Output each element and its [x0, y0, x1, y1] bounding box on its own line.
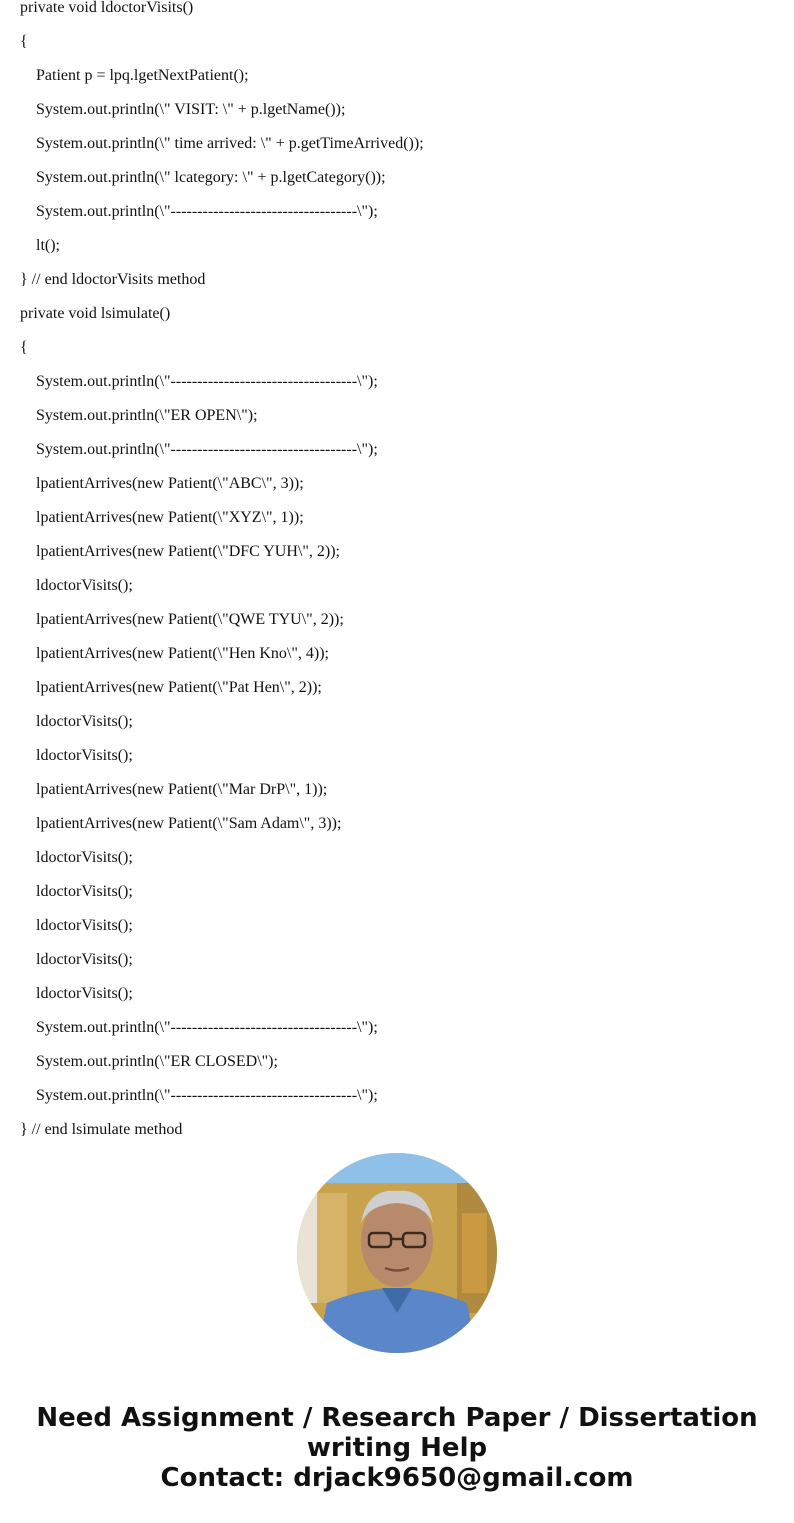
author-avatar — [297, 1153, 497, 1353]
code-line: System.out.println(\"ER CLOSED\"); — [36, 1053, 278, 1070]
code-line: } // end lsimulate method — [20, 1121, 183, 1138]
code-line: } // end ldoctorVisits method — [20, 271, 206, 288]
contact-footer — [0, 1403, 794, 1493]
code-line: ldoctorVisits(); — [36, 985, 133, 1002]
code-line: Patient p = lpq.lgetNextPatient(); — [36, 67, 249, 84]
code-line: System.out.println(\"-----------------------------------\"); — [36, 1087, 378, 1104]
code-line: System.out.println(\" time arrived: \" + p.getTimeArrived()); — [36, 135, 424, 152]
code-line: ldoctorVisits(); — [36, 577, 133, 594]
code-line: lpatientArrives(new Patient(\"Mar DrP\", 1)); — [36, 781, 328, 798]
code-line: lpatientArrives(new Patient(\"XYZ\", 1)); — [36, 509, 304, 526]
code-line: System.out.println(\" VISIT: \" + p.lgetName()); — [36, 101, 346, 118]
author-photo-icon — [297, 1153, 497, 1353]
code-line: System.out.println(\"ER OPEN\"); — [36, 407, 258, 424]
footer-headline: Need Assignment / Research Paper / Dissertation — [36, 1403, 758, 1433]
code-line: { — [20, 339, 28, 356]
code-line: System.out.println(\"-----------------------------------\"); — [36, 1019, 378, 1036]
code-line: System.out.println(\"-----------------------------------\"); — [36, 441, 378, 458]
code-line: ldoctorVisits(); — [36, 951, 133, 968]
code-line: lpatientArrives(new Patient(\"QWE TYU\", 2)); — [36, 611, 344, 628]
code-line: private void lsimulate() — [20, 305, 171, 322]
code-line: System.out.println(\"-----------------------------------\"); — [36, 373, 378, 390]
code-line: lpatientArrives(new Patient(\"Pat Hen\", 2)); — [36, 679, 322, 696]
code-line: ldoctorVisits(); — [36, 713, 133, 730]
code-line: lt(); — [36, 237, 60, 254]
code-line: ldoctorVisits(); — [36, 747, 133, 764]
code-line: System.out.println(\"-----------------------------------\"); — [36, 203, 378, 220]
code-line: ldoctorVisits(); — [36, 917, 133, 934]
code-line: private void ldoctorVisits() — [20, 0, 194, 16]
footer-subheadline: writing Help — [306, 1433, 488, 1463]
code-line: System.out.println(\" lcategory: \" + p.lgetCategory()); — [36, 169, 386, 186]
code-line: lpatientArrives(new Patient(\"ABC\", 3)); — [36, 475, 304, 492]
code-line: ldoctorVisits(); — [36, 849, 133, 866]
footer-contact-email[interactable]: Contact: drjack9650@gmail.com — [160, 1463, 634, 1493]
code-line: lpatientArrives(new Patient(\"Sam Adam\", 3)); — [36, 815, 342, 832]
code-line: lpatientArrives(new Patient(\"DFC YUH\", 2)); — [36, 543, 340, 560]
code-line: ldoctorVisits(); — [36, 883, 133, 900]
code-line: lpatientArrives(new Patient(\"Hen Kno\", 4)); — [36, 645, 329, 662]
code-line: { — [20, 33, 28, 50]
